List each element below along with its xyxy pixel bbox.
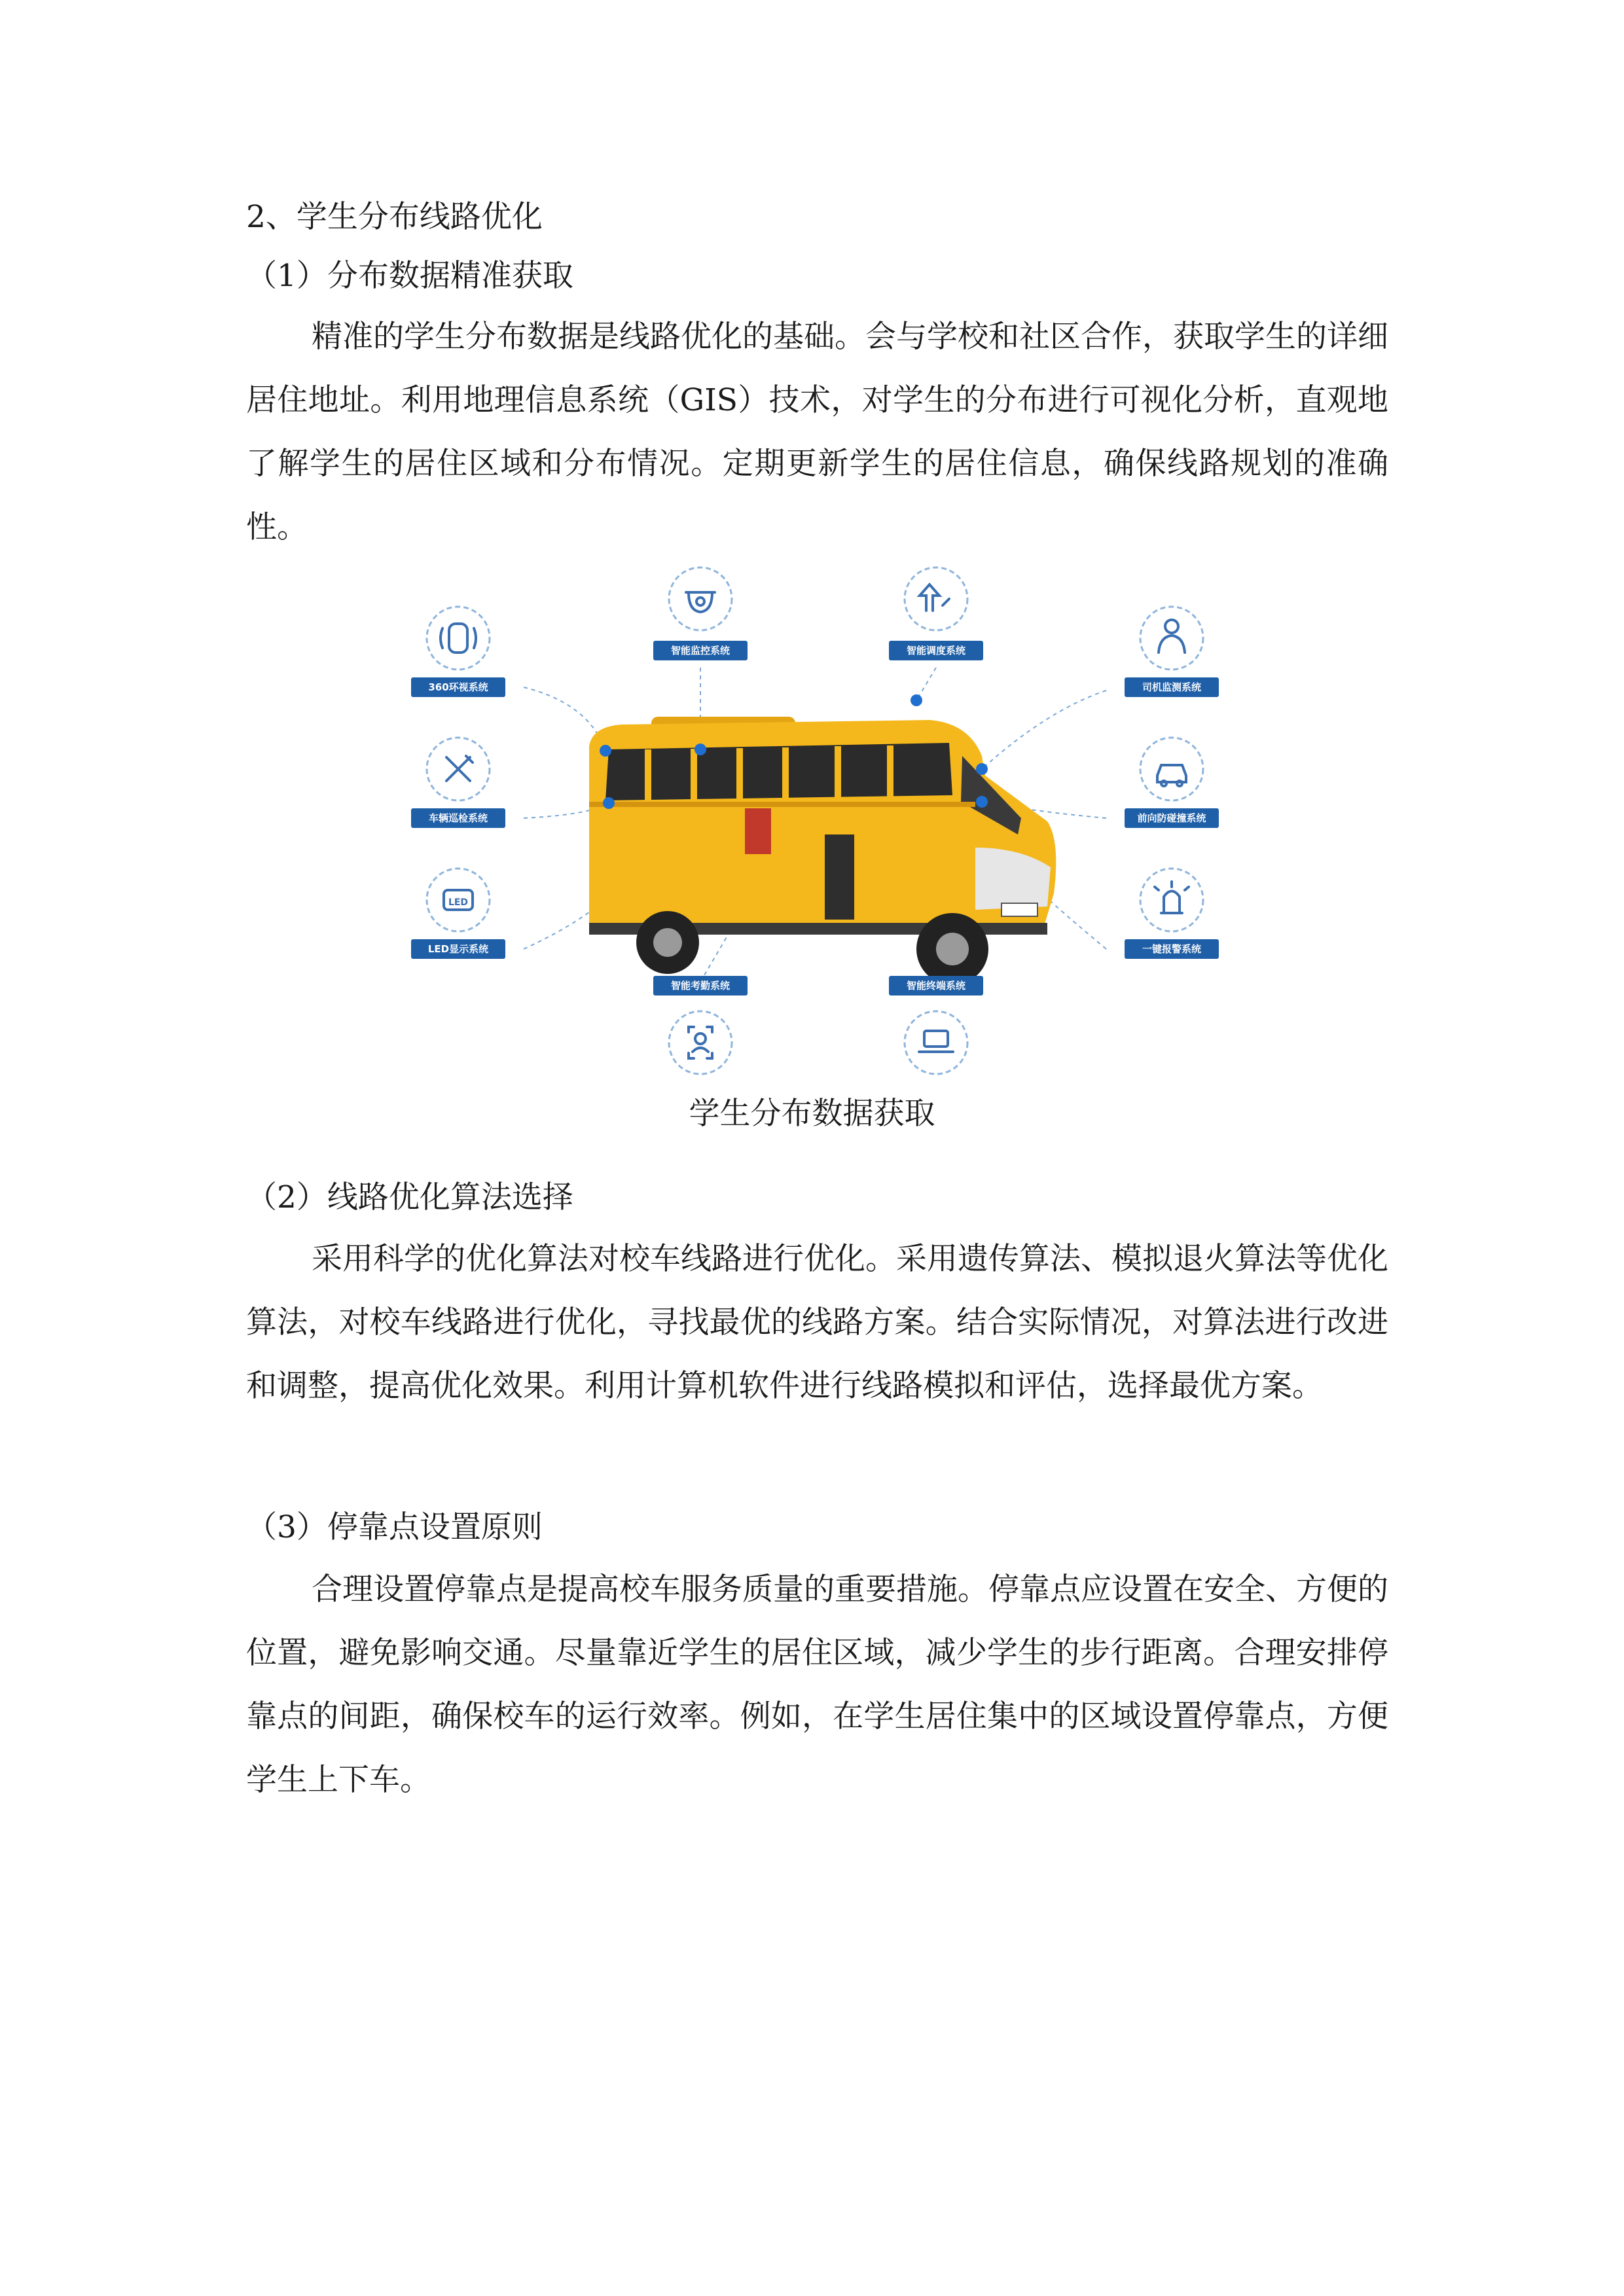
label-collision: 前向防碰撞系统 [1137,812,1206,824]
label-inspect: 车辆巡检系统 [428,812,488,824]
dispatch-arrows-icon [905,567,967,630]
subsection-heading-1: （1）分布数据精准获取 [246,258,573,294]
school-bus-diagram [393,560,1237,1093]
subsection-heading-3: （3）停靠点设置原则 [246,1509,543,1545]
paragraph-2: 采用科学的优化算法对校车线路进行优化。采用遗传算法、模拟退火算法等优化算法，对校车线路进行优化，寻找最优的线路方案。结合实际情况，对算法进行改进和调整，提高优化效果。利用计算机软件进行线路模拟和评估，选择最优方案。 [246,1241,1388,1404]
label-terminal: 智能终端系统 [906,980,966,992]
label-attendance: 智能考勤系统 [670,980,731,992]
paragraph-3: 合理设置停靠点是提高校车服务质量的重要措施。停靠点应设置在安全、方便的位置，避免影响交通。尽量靠近学生的居住区域，减少学生的步行距离。合理安排停靠点的间距，确保校车的运行效率。例如，在学生居住集中的区域设置停靠点，方便学生上下车。 [246,1571,1388,1798]
school-bus-systems-figure [393,560,1237,1093]
school-bus-illustration [589,694,1056,985]
driver-person-icon [1140,607,1203,670]
label-dispatch: 智能调度系统 [906,645,966,656]
car-collision-icon [1140,738,1203,800]
camera-360-icon [427,607,490,670]
terminal-laptop-icon [905,1011,967,1074]
subsection-heading-2: （2）线路优化算法选择 [246,1179,573,1215]
figure-caption: 学生分布数据获取 [689,1096,935,1132]
section-title: 2、学生分布线路优化 [246,199,543,235]
label-driver: 司机监测系统 [1142,681,1202,693]
label-led: LED显示系统 [427,943,489,955]
svg-text:LED: LED [448,897,469,908]
alarm-light-icon [1140,869,1203,931]
label-alarm: 一键报警系统 [1142,943,1202,955]
label-360: 360环视系统 [428,681,488,693]
paragraph-1: 精准的学生分布数据是线路优化的基础。会与学校和社区合作，获取学生的详细居住地址。利用地理信息系统（GIS）技术，对学生的分布进行可视化分析，直观地了解学生的居住区域和分布情况。定期更新学生的居住信息，确保线路规划的准确性。 [246,319,1388,545]
label-monitor: 智能监控系统 [670,645,731,656]
